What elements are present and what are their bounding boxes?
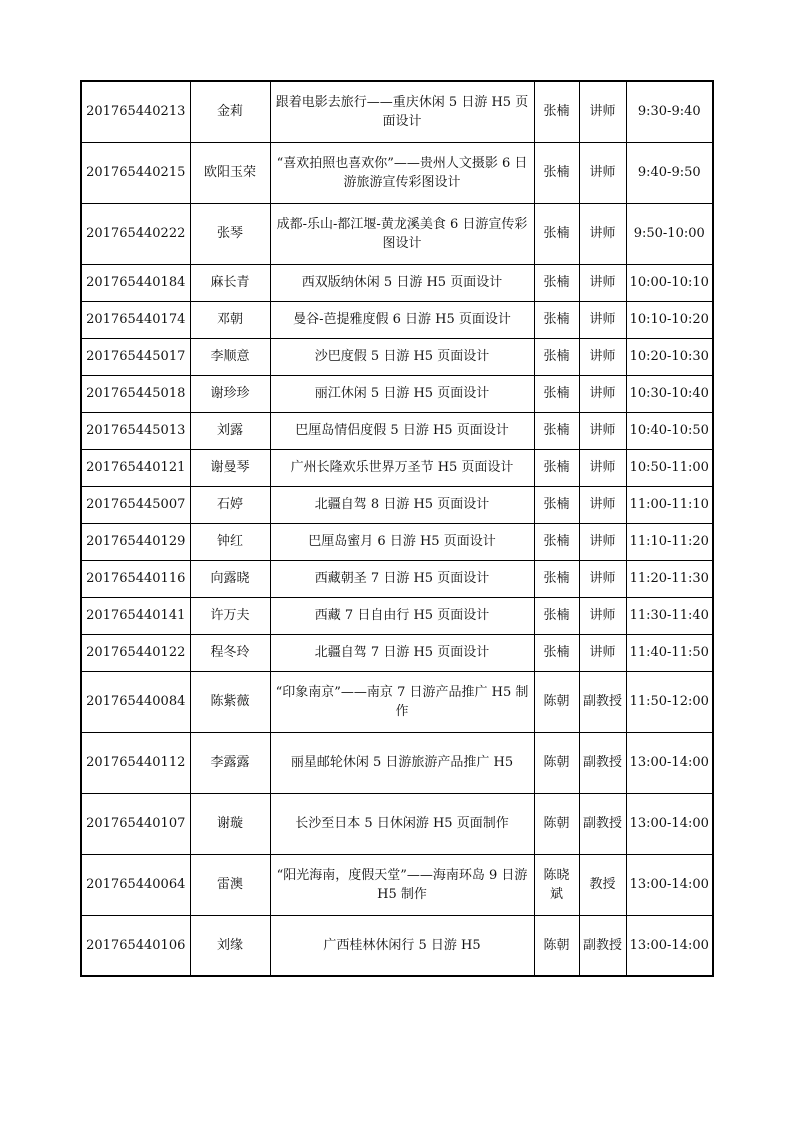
time-slot-cell: 10:30-10:40 <box>626 375 713 412</box>
advisor-cell: 张楠 <box>534 81 579 142</box>
table-row <box>81 732 713 793</box>
student-name-cell: 李顺意 <box>190 338 270 375</box>
student-name-cell: 石婷 <box>190 486 270 523</box>
advisor-cell: 张楠 <box>534 301 579 338</box>
time-slot-cell: 11:30-11:40 <box>626 597 713 634</box>
student-name-cell: 金莉 <box>190 81 270 142</box>
table-row <box>81 142 713 203</box>
advisor-cell: 张楠 <box>534 597 579 634</box>
advisor-cell: 张楠 <box>534 412 579 449</box>
advisor-title-cell: 讲师 <box>579 597 626 634</box>
time-slot-cell: 13:00-14:00 <box>626 732 713 793</box>
topic-cell: “阳光海南，度假天堂”——海南环岛 9 日游 H5 制作 <box>270 854 534 915</box>
student-name-cell: 雷澳 <box>190 854 270 915</box>
advisor-cell: 张楠 <box>534 203 579 264</box>
time-slot-cell: 11:50-12:00 <box>626 671 713 732</box>
advisor-cell: 张楠 <box>534 264 579 301</box>
schedule-table-body <box>81 81 713 976</box>
student-id-cell: 201765445017 <box>81 338 190 375</box>
topic-cell: 丽江休闲 5 日游 H5 页面设计 <box>270 375 534 412</box>
table-row <box>81 634 713 671</box>
table-row <box>81 301 713 338</box>
advisor-title-cell: 讲师 <box>579 301 626 338</box>
topic-cell: 北疆自驾 7 日游 H5 页面设计 <box>270 634 534 671</box>
advisor-cell: 陈朝 <box>534 915 579 976</box>
student-name-cell: 刘缘 <box>190 915 270 976</box>
advisor-title-cell: 讲师 <box>579 412 626 449</box>
table-row <box>81 915 713 976</box>
topic-cell: 广州长隆欢乐世界万圣节 H5 页面设计 <box>270 449 534 486</box>
table-row <box>81 81 713 142</box>
advisor-cell: 张楠 <box>534 375 579 412</box>
student-id-cell: 201765440174 <box>81 301 190 338</box>
topic-cell: 西双版纳休闲 5 日游 H5 页面设计 <box>270 264 534 301</box>
time-slot-cell: 10:40-10:50 <box>626 412 713 449</box>
defense-schedule-page <box>80 80 712 977</box>
advisor-cell: 张楠 <box>534 142 579 203</box>
topic-cell: 丽星邮轮休闲 5 日游旅游产品推广 H5 <box>270 732 534 793</box>
defense-schedule-table <box>80 80 714 977</box>
advisor-title-cell: 讲师 <box>579 203 626 264</box>
table-row <box>81 338 713 375</box>
student-id-cell: 201765440184 <box>81 264 190 301</box>
advisor-cell: 陈朝 <box>534 793 579 854</box>
topic-cell: 西藏朝圣 7 日游 H5 页面设计 <box>270 560 534 597</box>
student-id-cell: 201765440116 <box>81 560 190 597</box>
student-name-cell: 麻长青 <box>190 264 270 301</box>
table-row <box>81 264 713 301</box>
student-id-cell: 201765440121 <box>81 449 190 486</box>
topic-cell: 广西桂林休闲行 5 日游 H5 <box>270 915 534 976</box>
table-row <box>81 375 713 412</box>
time-slot-cell: 11:00-11:10 <box>626 486 713 523</box>
topic-cell: 沙巴度假 5 日游 H5 页面设计 <box>270 338 534 375</box>
advisor-cell: 张楠 <box>534 634 579 671</box>
student-id-cell: 201765440107 <box>81 793 190 854</box>
student-id-cell: 201765440129 <box>81 523 190 560</box>
topic-cell: “喜欢拍照也喜欢你”——贵州人文摄影 6 日游旅游宣传彩图设计 <box>270 142 534 203</box>
advisor-title-cell: 讲师 <box>579 523 626 560</box>
student-id-cell: 201765445007 <box>81 486 190 523</box>
student-id-cell: 201765440064 <box>81 854 190 915</box>
table-row <box>81 793 713 854</box>
advisor-title-cell: 讲师 <box>579 486 626 523</box>
time-slot-cell: 9:30-9:40 <box>626 81 713 142</box>
student-id-cell: 201765440112 <box>81 732 190 793</box>
table-row <box>81 560 713 597</box>
advisor-cell: 张楠 <box>534 560 579 597</box>
student-id-cell: 201765440215 <box>81 142 190 203</box>
student-name-cell: 邓朝 <box>190 301 270 338</box>
time-slot-cell: 11:10-11:20 <box>626 523 713 560</box>
time-slot-cell: 9:50-10:00 <box>626 203 713 264</box>
table-row <box>81 671 713 732</box>
student-name-cell: 向露晓 <box>190 560 270 597</box>
advisor-title-cell: 副教授 <box>579 732 626 793</box>
topic-cell: 巴厘岛蜜月 6 日游 H5 页面设计 <box>270 523 534 560</box>
advisor-title-cell: 副教授 <box>579 793 626 854</box>
student-name-cell: 许万夫 <box>190 597 270 634</box>
student-name-cell: 谢曼琴 <box>190 449 270 486</box>
table-row <box>81 523 713 560</box>
time-slot-cell: 10:50-11:00 <box>626 449 713 486</box>
advisor-title-cell: 讲师 <box>579 264 626 301</box>
advisor-title-cell: 讲师 <box>579 449 626 486</box>
time-slot-cell: 10:00-10:10 <box>626 264 713 301</box>
topic-cell: 西藏 7 日自由行 H5 页面设计 <box>270 597 534 634</box>
advisor-cell: 张楠 <box>534 486 579 523</box>
time-slot-cell: 13:00-14:00 <box>626 915 713 976</box>
topic-cell: 曼谷-芭提雅度假 6 日游 H5 页面设计 <box>270 301 534 338</box>
student-id-cell: 201765440141 <box>81 597 190 634</box>
student-id-cell: 201765440084 <box>81 671 190 732</box>
time-slot-cell: 11:20-11:30 <box>626 560 713 597</box>
time-slot-cell: 11:40-11:50 <box>626 634 713 671</box>
advisor-cell: 张楠 <box>534 523 579 560</box>
table-row <box>81 449 713 486</box>
table-row <box>81 203 713 264</box>
student-name-cell: 谢璇 <box>190 793 270 854</box>
topic-cell: 长沙至日本 5 日休闲游 H5 页面制作 <box>270 793 534 854</box>
student-name-cell: 张琴 <box>190 203 270 264</box>
advisor-title-cell: 教授 <box>579 854 626 915</box>
student-name-cell: 刘露 <box>190 412 270 449</box>
advisor-cell: 张楠 <box>534 449 579 486</box>
advisor-title-cell: 副教授 <box>579 915 626 976</box>
student-name-cell: 欧阳玉荣 <box>190 142 270 203</box>
table-row <box>81 854 713 915</box>
student-id-cell: 201765440106 <box>81 915 190 976</box>
advisor-title-cell: 副教授 <box>579 671 626 732</box>
topic-cell: 成都-乐山-都江堰-黄龙溪美食 6 日游宣传彩图设计 <box>270 203 534 264</box>
time-slot-cell: 9:40-9:50 <box>626 142 713 203</box>
advisor-cell: 陈朝 <box>534 732 579 793</box>
time-slot-cell: 13:00-14:00 <box>626 793 713 854</box>
advisor-title-cell: 讲师 <box>579 634 626 671</box>
advisor-title-cell: 讲师 <box>579 142 626 203</box>
student-name-cell: 陈紫薇 <box>190 671 270 732</box>
student-id-cell: 201765440222 <box>81 203 190 264</box>
topic-cell: 巴厘岛情侣度假 5 日游 H5 页面设计 <box>270 412 534 449</box>
topic-cell: “印象南京”——南京 7 日游产品推广 H5 制作 <box>270 671 534 732</box>
advisor-title-cell: 讲师 <box>579 375 626 412</box>
time-slot-cell: 10:20-10:30 <box>626 338 713 375</box>
student-id-cell: 201765445018 <box>81 375 190 412</box>
advisor-title-cell: 讲师 <box>579 560 626 597</box>
time-slot-cell: 13:00-14:00 <box>626 854 713 915</box>
time-slot-cell: 10:10-10:20 <box>626 301 713 338</box>
advisor-title-cell: 讲师 <box>579 338 626 375</box>
advisor-title-cell: 讲师 <box>579 81 626 142</box>
advisor-cell: 陈朝 <box>534 671 579 732</box>
student-id-cell: 201765440122 <box>81 634 190 671</box>
student-id-cell: 201765445013 <box>81 412 190 449</box>
topic-cell: 北疆自驾 8 日游 H5 页面设计 <box>270 486 534 523</box>
table-row <box>81 597 713 634</box>
topic-cell: 跟着电影去旅行——重庆休闲 5 日游 H5 页面设计 <box>270 81 534 142</box>
student-id-cell: 201765440213 <box>81 81 190 142</box>
advisor-cell: 陈晓斌 <box>534 854 579 915</box>
advisor-cell: 张楠 <box>534 338 579 375</box>
student-name-cell: 李露露 <box>190 732 270 793</box>
table-row <box>81 412 713 449</box>
student-name-cell: 谢珍珍 <box>190 375 270 412</box>
student-name-cell: 钟红 <box>190 523 270 560</box>
table-row <box>81 486 713 523</box>
student-name-cell: 程冬玲 <box>190 634 270 671</box>
